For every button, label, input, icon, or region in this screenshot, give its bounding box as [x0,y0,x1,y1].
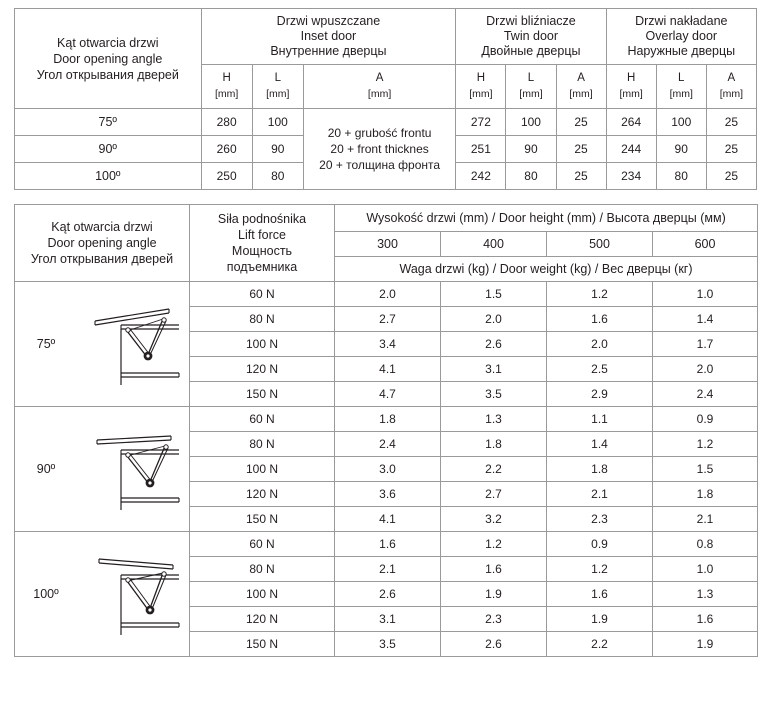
weight-value: 1.6 [335,532,441,557]
lift-force-header [190,205,335,282]
corner-line-ru: Угол открывания дверей [30,252,174,266]
corner-line-ru: Угол открывания дверей [36,67,179,82]
inset-l-value: 100 [252,109,303,136]
weight-value: 3.0 [335,457,441,482]
note-line-en: 20 + front thicknes [330,142,429,156]
weight-value: 3.4 [335,332,441,357]
overlay-a-value: 25 [706,109,756,136]
weight-value: 1.8 [653,482,758,507]
force-value: 80 N [190,307,335,332]
unit-value: [mm] [619,88,643,100]
unit-symbol: H [476,72,486,84]
height-col-600: 600 [653,232,758,257]
unit-symbol: L [527,72,535,84]
group-line-ru: Наружные дверцы [627,44,736,58]
overlay-a-value: 25 [706,163,756,190]
force-value: 120 N [190,607,335,632]
unit-header-inset-h [201,65,252,109]
overlay-a-value: 25 [706,136,756,163]
unit-header-overlay-a [706,65,756,109]
dimensions-table [14,8,757,190]
unit-value: [mm] [469,88,493,100]
force-value: 120 N [190,357,335,382]
weight-value: 1.3 [653,582,758,607]
overlay-h-value: 244 [606,136,656,163]
weight-value: 2.4 [335,432,441,457]
weight-value: 1.4 [547,432,653,457]
overlay-l-value: 80 [656,163,706,190]
weight-value: 1.0 [653,282,758,307]
group-line-en: Twin door [503,29,559,43]
weight-value: 2.0 [547,332,653,357]
overlay-h-value: 234 [606,163,656,190]
weight-value: 2.2 [547,632,653,657]
unit-symbol: H [626,72,636,84]
lift-diagram-100-icon [77,545,189,643]
force-value: 100 N [190,332,335,357]
weight-value: 1.6 [653,607,758,632]
force-value: 60 N [190,532,335,557]
group-line-en: Inset door [300,29,357,43]
group-line-pl: Drzwi nakładane [635,14,728,28]
angle-label-text: 100º [33,587,59,601]
weight-value: 1.4 [653,307,758,332]
weight-value: 1.7 [653,332,758,357]
force-line-ru-2: подъемника [226,260,298,274]
table-row [15,407,758,432]
weight-value: 2.0 [335,282,441,307]
unit-value: [mm] [214,88,239,100]
unit-value: [mm] [719,88,744,100]
twin-h-value: 242 [456,163,506,190]
group-line-en: Overlay door [645,29,718,43]
twin-a-value: 25 [556,163,606,190]
unit-symbol: A [375,72,384,84]
weight-value: 4.1 [335,507,441,532]
weight-value: 1.0 [653,557,758,582]
angle-label-100 [15,587,77,601]
corner-line-en: Door opening angle [53,51,163,66]
door-weight-header: Waga drzwi (kg) / Door weight (kg) / Вес дверцы (кг) [335,257,758,282]
weight-value: 2.5 [547,357,653,382]
unit-header-overlay-l [656,65,706,109]
angle-label-text: 75º [36,337,56,351]
table-row [15,9,757,65]
weight-value: 2.4 [653,382,758,407]
weight-value: 0.9 [547,532,653,557]
note-line-ru: 20 + толщина фронта [319,158,441,172]
weight-value: 1.8 [441,432,547,457]
weight-value: 1.5 [441,282,547,307]
group-header-inset-door [201,9,456,65]
force-line-en: Lift force [238,228,286,242]
weight-value: 0.9 [653,407,758,432]
weight-value: 2.3 [441,607,547,632]
dimensions-corner-header [15,9,202,109]
weight-value: 2.6 [441,632,547,657]
angle-label-90 [15,462,77,476]
weight-value: 0.8 [653,532,758,557]
weight-value: 4.1 [335,357,441,382]
weight-value: 2.7 [335,307,441,332]
weight-value: 3.2 [441,507,547,532]
inset-h-value: 250 [201,163,252,190]
unit-header-inset-l [252,65,303,109]
group-line-pl: Drzwi wpuszczane [276,14,381,28]
weight-value: 1.2 [547,282,653,307]
inset-a-note [303,109,455,190]
unit-header-overlay-h [606,65,656,109]
unit-header-twin-a [556,65,606,109]
twin-l-value: 80 [506,163,556,190]
weight-value: 1.6 [441,557,547,582]
twin-h-value: 272 [456,109,506,136]
height-col-300: 300 [335,232,441,257]
weight-value: 3.1 [441,357,547,382]
unit-value: [mm] [519,88,543,100]
angle-label-text: 90º [36,462,56,476]
unit-value: [mm] [669,88,693,100]
note-line-pl: 20 + grubość frontu [327,126,432,140]
corner-line-pl: Kąt otwarcia drzwi [51,220,153,234]
force-value: 60 N [190,282,335,307]
weight-value: 1.9 [653,632,758,657]
height-col-500: 500 [547,232,653,257]
weight-value: 1.6 [547,582,653,607]
force-value: 80 N [190,432,335,457]
corner-line-en: Door opening angle [47,236,157,250]
table-row [15,532,758,557]
twin-a-value: 25 [556,109,606,136]
weight-value: 2.6 [441,332,547,357]
table-row [15,205,758,232]
angle-cell: 90º [15,136,202,163]
weight-value: 3.5 [441,382,547,407]
group-header-twin-door [456,9,606,65]
unit-symbol: A [577,72,585,84]
weight-value: 1.2 [441,532,547,557]
force-line-ru-1: Мощность [231,244,293,258]
weight-value: 2.0 [653,357,758,382]
angle-label-75 [15,337,77,351]
door-height-header: Wysokość drzwi (mm) / Door height (mm) / Высота дверцы (мм) [335,205,758,232]
lift-diagram-90-icon [77,420,189,518]
twin-h-value: 251 [456,136,506,163]
weight-value: 1.3 [441,407,547,432]
group-header-overlay-door [606,9,756,65]
diagram-cell-75 [15,282,190,407]
weight-value: 3.6 [335,482,441,507]
weight-value: 2.1 [335,557,441,582]
lift-force-table [14,204,758,657]
height-col-400: 400 [441,232,547,257]
weight-value: 2.9 [547,382,653,407]
weight-value: 1.2 [547,557,653,582]
inset-l-value: 80 [252,163,303,190]
table-row [15,282,758,307]
angle-cell: 75º [15,109,202,136]
force-value: 150 N [190,382,335,407]
group-line-pl: Drzwi bliźniacze [486,14,576,28]
force-value: 150 N [190,632,335,657]
unit-value: [mm] [367,88,392,100]
weight-value: 1.9 [547,607,653,632]
group-line-ru: Внутренние дверцы [270,44,387,58]
corner-line-pl: Kąt otwarcia drzwi [57,35,159,50]
weight-value: 1.1 [547,407,653,432]
unit-symbol: H [222,72,231,84]
unit-symbol: L [678,72,685,84]
overlay-h-value: 264 [606,109,656,136]
weight-value: 2.3 [547,507,653,532]
inset-l-value: 90 [252,136,303,163]
overlay-l-value: 90 [656,136,706,163]
weight-value: 1.9 [441,582,547,607]
inset-h-value: 280 [201,109,252,136]
weight-value: 2.1 [547,482,653,507]
weight-value: 2.7 [441,482,547,507]
angle-cell: 100º [15,163,202,190]
force-value: 120 N [190,482,335,507]
weight-value: 2.0 [441,307,547,332]
force-value: 100 N [190,457,335,482]
table-row [15,109,757,136]
force-value: 150 N [190,507,335,532]
twin-l-value: 100 [506,109,556,136]
force-value: 100 N [190,582,335,607]
overlay-l-value: 100 [656,109,706,136]
inset-h-value: 260 [201,136,252,163]
weight-value: 2.1 [653,507,758,532]
weight-value: 2.2 [441,457,547,482]
twin-l-value: 90 [506,136,556,163]
force-value: 60 N [190,407,335,432]
unit-symbol: A [727,72,736,84]
weight-value: 1.8 [335,407,441,432]
unit-header-twin-l [506,65,556,109]
unit-header-inset-a [303,65,455,109]
weight-value: 1.6 [547,307,653,332]
diagram-cell-90 [15,407,190,532]
group-line-ru: Двойные дверцы [481,44,581,58]
unit-header-twin-h [456,65,506,109]
weight-value: 3.5 [335,632,441,657]
weight-value: 1.5 [653,457,758,482]
lift-diagram-75-icon [77,295,189,393]
twin-a-value: 25 [556,136,606,163]
lift-corner-header [15,205,190,282]
unit-value: [mm] [569,88,593,100]
force-line-pl: Siła podnośnika [217,212,307,226]
weight-value: 1.8 [547,457,653,482]
weight-value: 1.2 [653,432,758,457]
unit-value: [mm] [266,88,290,100]
weight-value: 4.7 [335,382,441,407]
unit-symbol: L [274,72,281,84]
weight-value: 2.6 [335,582,441,607]
weight-value: 3.1 [335,607,441,632]
diagram-cell-100 [15,532,190,657]
force-value: 80 N [190,557,335,582]
